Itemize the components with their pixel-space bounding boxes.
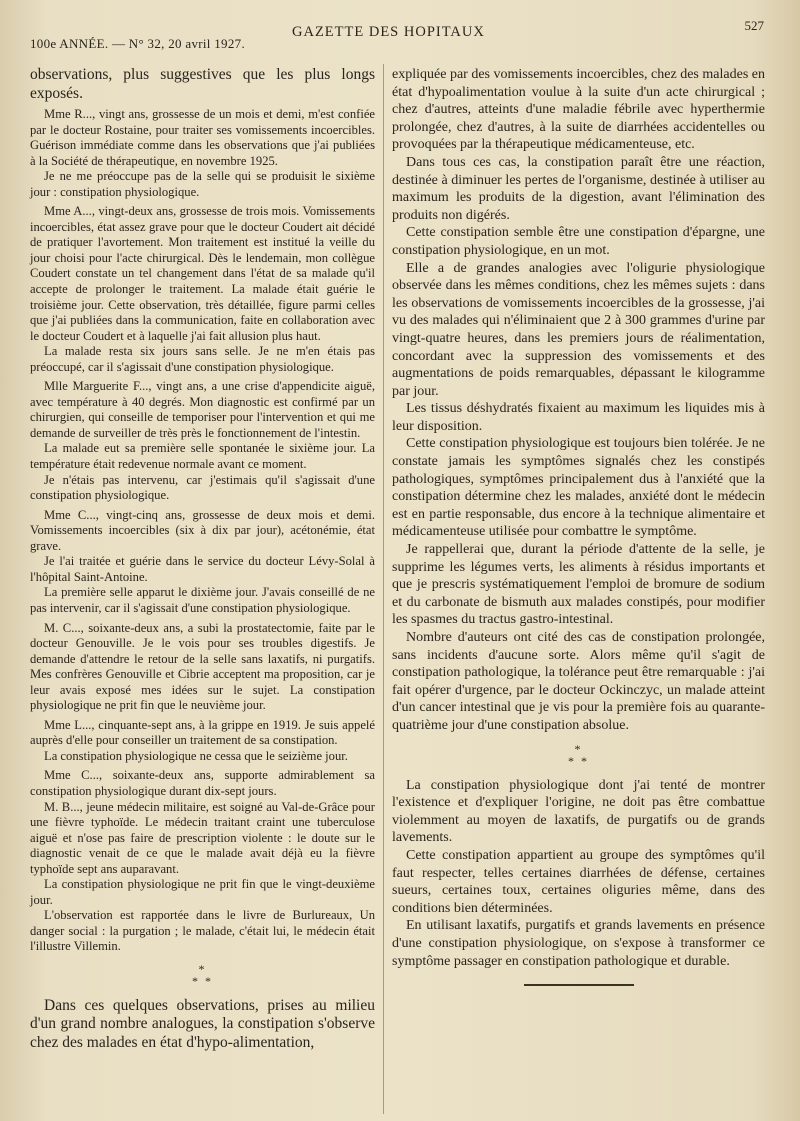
running-header [30, 18, 764, 58]
paragraph: Elle a de grandes analogies avec l'oligurie physiologique observée dans les mêmes conditions, chez les mêmes sujets : dans les observations de vomissements incoercibles de la grossesse, j'ai vu des malades qui n'éliminaient que 2 à 300 grammes d'urine par vingt-quatre heures, dans les premiers jours de réalimentation, concordant avec la suppression des vomissements et des augmentations de poids remarquables, dépassant le kilogramme par jour. [392, 260, 765, 399]
column-divider [383, 64, 384, 1114]
paragraph: La constipation physiologique dont j'ai tenté de montrer l'existence et d'expliquer l'origine, ne doit pas être combattue violemment au moyen de laxatifs, de purgatifs ou de grands lavements. [392, 777, 765, 846]
asterism-separator: * * * [192, 961, 213, 988]
issue-line: 100e ANNÉE. — N° 32, 20 avril 1927. [30, 36, 246, 51]
paragraph: La malade eut sa première selle spontanée le sixième jour. La température était redevenue normale avant ce moment. [30, 441, 375, 472]
paragraph: Les tissus déshydratés fixaient au maximum les liquides mis à leur disposition. [392, 401, 765, 434]
paragraph: Mme C..., soixante-deux ans, supporte admirablement sa constipation physiologique durant dix-sept jours. [30, 768, 375, 798]
paragraph: Je n'étais pas intervenu, car j'estimais qu'il s'agissait d'une constipation physiologique. [30, 472, 375, 503]
paragraph: Je ne me préoccupe pas de la selle qui se produisit le sixième jour : constipation physiologique. [30, 169, 375, 199]
paragraph: Je rappellerai que, durant la période d'attente de la selle, je supprime les légumes verts, les aliments à résidus importants et que je prescris systématiquement l'emploi de bromure de sodium et du carbonate de bismuth aux malades constipés, pour modifier les spasmes du tractus gastro-intestinal. [392, 542, 765, 628]
paragraph: Je l'ai traitée et guérie dans le service du docteur Lévy-Solal à l'hôpital Saint-Antoine. [30, 554, 375, 584]
page-number: 527 [744, 18, 764, 33]
paragraph: Nombre d'auteurs ont cité des cas de constipation prolongée, sans incidents d'aucune sorte. Alors même qu'il s'agit de constipation pathologique, la tolérance peut être remarquable : j'ai fait opérer d'urgence, par le docteur Ockinczyc, un malade atteint d'un cancer intestinal que je vis pour la première fois au quarante-quatrième jour d'une constipation absolue. [392, 630, 765, 733]
paragraph: Mme R..., vingt ans, grossesse de un mois et demi, m'est confiée par le docteur Rostaine, pour traiter ses vomissements incoercibles. Guérison immédiate comme dans les observations que j'ai publiées à la Société de thérapeutique, en novembre 1925. [30, 107, 375, 168]
paragraph: M. B..., jeune médecin militaire, est soigné au Val-de-Grâce pour une fièvre typhoïde. Le médecin traitant craint une tuberculose aiguë et n'ose pas faire de prescription violente : le doute sur le diagnostic venait de ce que le malade avait déjà eu la fièvre typhoïde sept ans auparavant. [30, 799, 375, 876]
paragraph: La première selle apparut le dixième jour. J'avais conseillé de ne pas intervenir, car il s'agissait d'une constipation physiologique. [30, 585, 375, 615]
journal-title: GAZETTE DES HOPITAUX [292, 24, 485, 40]
paragraph: Mme A..., vingt-deux ans, grossesse de trois mois. Vomissements incoercibles, état assez grave pour que le docteur Coudert ait décidé de pratiquer l'avortement. Mon traitement est institué la veille du jour choisi pour l'acte chirurgical. Dès le lendemain, mon collègue Coudert constate un tel changement dans l'état de sa malade qu'il accepte de prolonger le traitement. La malade était guérie le troisième jour. Cette observation, très détaillée, figure parmi celles que j'ai publiées dans la communication, faite en collaboration avec le docteur Coudert et à laquelle j'ai fait allusion plus haut. [30, 204, 375, 343]
paragraph: La constipation physiologique ne cessa que le seizième jour. [44, 748, 348, 763]
paragraph: Mme C..., vingt-cinq ans, grossesse de deux mois et demi. Vomissements incoercibles (six à dix par jour), acétonémie, état grave. [30, 507, 375, 553]
paragraph: observations, plus suggestives que les plus longs exposés. [30, 66, 375, 102]
paragraph: La malade resta six jours sans selle. Je ne m'en étais pas préoccupé, car il s'agissait d'une constipation physiologique. [30, 344, 375, 374]
right-column [392, 66, 765, 994]
paragraph: expliquée par des vomissements incoercibles, chez des malades en état d'hypoalimentation voulue à la suite d'un acte chirurgical ; chez d'autres, atteints d'une maladie fébrile avec hyperthermie prolongée, chez d'autres, à la suite de diarrhées accidentelles ou provoquées par la thérapeutique médicamenteuse, etc. [392, 67, 765, 153]
paragraph: La constipation physiologique ne prit fin que le vingt-deuxième jour. [30, 877, 375, 907]
paragraph: Dans tous ces cas, la constipation paraît être une réaction, destinée à diminuer les pertes de l'organisme, destinée à utiliser au maximum les produits de la digestion, avant l'élimination des produits non digérés. [392, 154, 765, 223]
paragraph: En utilisant laxatifs, purgatifs et grands lavements en présence d'une constipation physiologique, on s'expose à transformer ce symptôme passager en constipation pathologique et durable. [392, 918, 765, 969]
asterism-separator: * * * [568, 741, 589, 768]
paragraph: M. C..., soixante-deux ans, a subi la prostatectomie, faite par le docteur Genouville. Je le vois pour ses troubles digestifs. Je demande d'attendre le retour de la selle sans laxatifs, ni purgatifs. Mes confrères Genouville et Cibrie acceptent ma proposition, car je leur avais exposé mes idées sur le sujet. La constipation physiologique ne prit fin que le neuvième jour. [30, 620, 375, 713]
paragraph: Dans ces quelques observations, prises au milieu d'un grand nombre analogues, la constipation s'observe chez des malades en état d'hypo-alimentation, [30, 996, 375, 1051]
paragraph: Cette constipation physiologique est toujours bien tolérée. Je ne constate jamais les symptômes signalés chez les constipés pathologiques, symptômes principalement dus à l'anxiété que la constipation détermine chez les malades, anxiété dont le médecin est en partie responsable, dus encore à la technique alimentaire et médicamenteuse utilisée pour combattre le symptôme. [392, 436, 765, 540]
paragraph: Mme L..., cinquante-sept ans, à la grippe en 1919. Je suis appelé auprès d'elle pour conseiller un traitement de sa constipation. [30, 717, 375, 748]
paragraph: Cette constipation appartient au groupe des symptômes qu'il faut respecter, telles certaines diarrhées de défense, certaines sueurs, certaines toux, certaines oliguries même, dans des conditions bien déterminées. [392, 847, 765, 916]
paragraph: Mlle Marguerite F..., vingt ans, a une crise d'appendicite aiguë, avec température à 40 degrés. Mon diagnostic est confirmé par un chirurgien, qui conseille de temporiser pour l'intervention et qui me demande de surveiller de très près le fonctionnement de l'intestin. [30, 379, 375, 440]
end-ornament [392, 976, 765, 994]
left-column [30, 66, 375, 1052]
paragraph: Cette constipation semble être une constipation d'épargne, une constipation physiologique, en un mot. [392, 225, 765, 258]
paragraph: L'observation est rapportée dans le livre de Burlureaux, Un danger social : la purgation ; le malade, c'était lui, le médecin était l'illustre Villemin. [30, 908, 375, 954]
